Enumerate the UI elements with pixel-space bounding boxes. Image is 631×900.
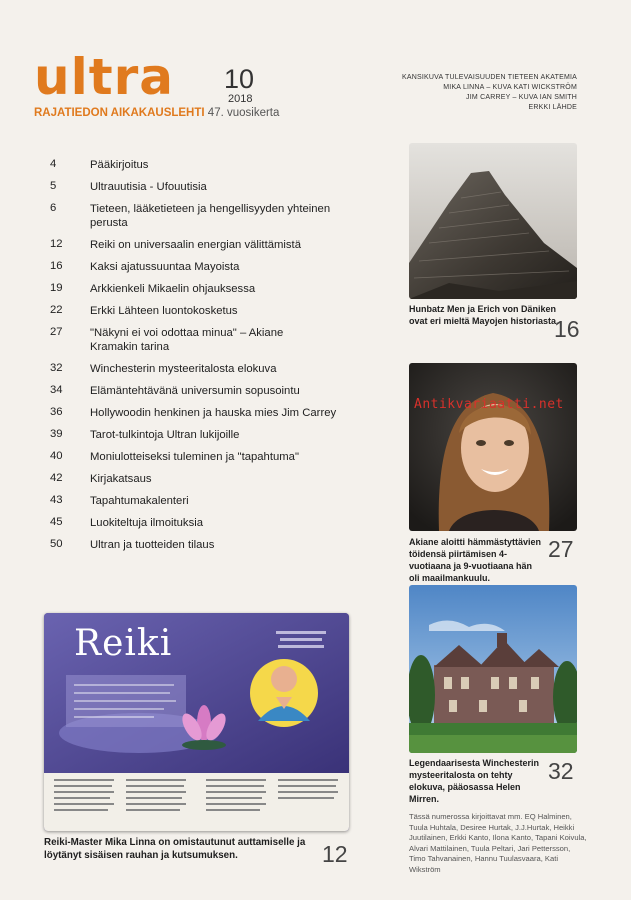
toc-entry bbox=[50, 362, 380, 376]
toc-page: 42 bbox=[50, 472, 63, 484]
toc-title: Erkki Lähteen luontokosketus bbox=[90, 305, 238, 317]
toc-title: Moniulotteiseksi tuleminen ja "tapahtuma" bbox=[90, 451, 299, 463]
toc-entry bbox=[50, 538, 380, 552]
akiane-page-number: 27 bbox=[548, 536, 574, 562]
toc-entry bbox=[50, 202, 380, 230]
toc-title: Arkkienkeli Mikaelin ohjauksessa bbox=[90, 283, 256, 295]
reiki-page-number: 12 bbox=[322, 841, 348, 867]
toc-page: 4 bbox=[50, 158, 57, 170]
credit-line: MIKA LINNA – KUVA KATI WICKSTRÖM bbox=[443, 84, 577, 91]
toc-title: Kaksi ajatussuuntaa Mayoista bbox=[90, 261, 240, 273]
akiane-portrait-photo bbox=[409, 363, 577, 531]
reiki-article-preview bbox=[44, 613, 349, 831]
toc-entry bbox=[50, 326, 380, 354]
toc-entry bbox=[50, 494, 380, 508]
issue-number: 10 bbox=[224, 64, 255, 94]
toc-entry bbox=[50, 384, 380, 398]
toc-title: Tapahtumakalenteri bbox=[90, 495, 189, 507]
toc-title: Tieteen, lääketieteen ja hengellisyyden yhteinen perusta bbox=[90, 203, 331, 229]
toc-page: 32 bbox=[50, 362, 63, 374]
toc-page: 39 bbox=[50, 428, 63, 440]
subtitle-main: RAJATIEDON AIKAKAUSLEHTI bbox=[34, 107, 205, 119]
toc-entry bbox=[50, 516, 380, 530]
mayan-pyramid-photo bbox=[409, 143, 577, 299]
toc-page: 36 bbox=[50, 406, 63, 418]
watermark-text: Antikvariaatti.net bbox=[414, 397, 564, 412]
magazine-logo: ultra bbox=[34, 48, 175, 106]
credit-line: KANSIKUVA TULEVAISUUDEN TIETEEN AKATEMIA bbox=[401, 74, 577, 81]
table-of-contents bbox=[50, 158, 380, 552]
toc-title: Tarot-tulkintoja Ultran lukijoille bbox=[90, 429, 240, 441]
toc-page: 34 bbox=[50, 384, 63, 396]
toc-title: Kirjakatsaus bbox=[90, 473, 152, 485]
magazine-subtitle bbox=[34, 107, 279, 119]
toc-page: 45 bbox=[50, 516, 63, 528]
toc-entry bbox=[50, 158, 380, 172]
toc-page: 12 bbox=[50, 238, 63, 250]
toc-page: 50 bbox=[50, 538, 63, 550]
toc-entry bbox=[50, 450, 380, 464]
toc-title: Ultran ja tuotteiden tilaus bbox=[90, 539, 215, 551]
toc-title: Winchesterin mysteeritalosta elokuva bbox=[90, 363, 277, 375]
toc-title: Reiki on universaalin energian välittämistä bbox=[90, 239, 301, 251]
toc-page: 22 bbox=[50, 304, 63, 316]
credit-line: ERKKI LÄHDE bbox=[528, 104, 577, 111]
winchester-house-photo bbox=[409, 585, 577, 753]
toc-entry bbox=[50, 238, 380, 252]
toc-title: Ultrauutisia - Ufouutisia bbox=[90, 181, 207, 193]
toc-title: Luokiteltuja ilmoituksia bbox=[90, 517, 204, 529]
mayan-page-number: 16 bbox=[554, 316, 580, 342]
winchester-caption: Legendaarisesta Winchesterin mysteeritalosta on tehty elokuva, pääosassa Helen Mirren. bbox=[409, 758, 539, 804]
mayan-caption: Hunbatz Men ja Erich von Däniken ovat eri mieltä Mayojen historiasta. bbox=[409, 304, 559, 326]
toc-page: 5 bbox=[50, 180, 57, 192]
toc-entry bbox=[50, 260, 380, 274]
credit-line: JIM CARREY – KUVA IAN SMITH bbox=[466, 94, 577, 101]
toc-page: 19 bbox=[50, 282, 63, 294]
toc-page: 6 bbox=[50, 202, 57, 214]
toc-page: 40 bbox=[50, 450, 63, 462]
toc-entry bbox=[50, 406, 380, 420]
issue-year: 2018 bbox=[228, 93, 253, 105]
toc-page: 43 bbox=[50, 494, 63, 506]
toc-title: Pääkirjoitus bbox=[90, 159, 149, 171]
toc-entry bbox=[50, 304, 380, 318]
toc-page: 16 bbox=[50, 260, 63, 272]
toc-title: Elämäntehtävänä universumin sopusointu bbox=[90, 385, 300, 397]
reiki-magazine-title: Reiki bbox=[74, 623, 173, 664]
contributors-list: Tässä numerossa kirjoittavat mm. EQ Halminen, Tuula Huhtala, Desiree Hurtak, J.J.Hurtak, Heikki Juutilainen, Erkki Kanto, Ilona Kanto, Tapani Koivula, Alvari Mattilainen, Tuula Peltari, Jari Pettersson, Timo Tahvanainen, Hannu Tuulasvaara, Kati Wikström bbox=[409, 812, 587, 874]
toc-entry bbox=[50, 282, 380, 296]
subtitle-volume: 47. vuosikerta bbox=[207, 107, 280, 119]
toc-title: Hollywoodin henkinen ja hauska mies Jim Carrey bbox=[90, 407, 337, 419]
toc-entry bbox=[50, 428, 380, 442]
toc-entry bbox=[50, 180, 380, 194]
winchester-page-number: 32 bbox=[548, 758, 574, 784]
toc-page: 27 bbox=[50, 326, 63, 338]
toc-entry bbox=[50, 472, 380, 486]
image-credits bbox=[402, 73, 577, 113]
reiki-caption: Reiki-Master Mika Linna on omistautunut auttamiselle ja löytänyt sisäisen rauhan ja kutsumuksen. bbox=[44, 837, 306, 861]
toc-title: "Näkyni ei voi odottaa minua" – Akiane Kramakin tarina bbox=[90, 327, 284, 353]
akiane-caption: Akiane aloitti hämmästyttävien töidensä piirtämisen 4-vuotiaana ja 9-vuotiaana hän oli maailmankuulu. bbox=[409, 537, 542, 583]
